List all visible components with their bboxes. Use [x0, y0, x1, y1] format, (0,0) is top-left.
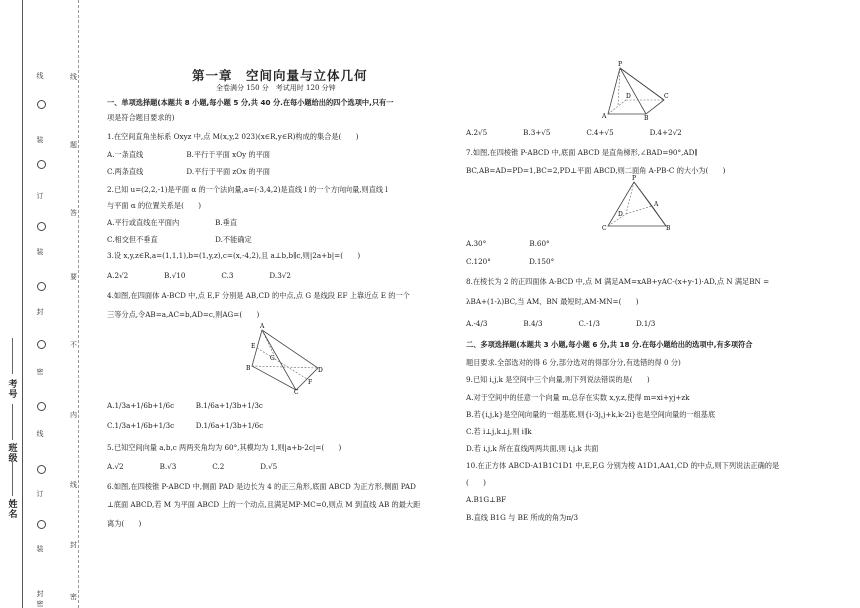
section-single-choice: 一、单项选择题(本题共 8 小题,每小题 5 分,共 40 分.在每小题给出的四个选项中,只有一 [107, 98, 394, 107]
q8-stem-cont: λBA+(1-λ)BC,当 AM、BN 最短时,AM·MN=( ) [466, 297, 639, 306]
binding-hole [37, 282, 46, 291]
q9-option-d: D.若 i,j,k 所在直线两两共面,则 i,j,k 共面 [466, 444, 599, 453]
section-single-choice-cont: 项是符合题目要求的) [107, 113, 175, 122]
q3-options: A.2√2 B.√10 C.3 D.3√2 [107, 271, 291, 280]
q1-options-cd: C.两条直线 D.平行于平面 zOx 的平面 [107, 167, 270, 176]
binding-hole [37, 465, 46, 474]
binding-hole [37, 222, 46, 231]
q7-pyramid-figure [602, 175, 672, 232]
q3-stem: 3.设 x,y,z∈R,a=(1,1,1),b=(1,y,z),c=(x,-4,2),且 a⊥b,b∥c,则|2a+b|=( ) [107, 251, 361, 260]
q4-label-e: E [251, 343, 256, 350]
q4-stem-cont: 三等分点,令AB=a,AC=b,AD=c,则AG=( ) [107, 310, 260, 319]
q10-option-b: B.直线 B1G 与 BE 所成的角为π/3 [466, 513, 579, 522]
q5-stem: 5.已知空间向量 a,b,c 两两夹角均为 60°,其模均为 1,则|a+b-2c|=( ) [107, 443, 342, 452]
q2-options-ab: A.平行或直线在平面内 B.垂直 [107, 218, 238, 227]
exam-meta: 全卷满分 150 分 考试用时 120 分钟 [216, 84, 336, 92]
q4-options-cd: C.1/3a+1/6b+1/3c D.1/6a+1/3b+1/6c [107, 421, 264, 430]
binding-line-left [22, 0, 23, 608]
left-column [107, 0, 452, 608]
q7-stem: 7.如图,在四棱锥 P-ABCD 中,底面 ABCD 是直角梯形,∠BAD=90°,AD∥ [466, 148, 698, 157]
q4-label-g: G [270, 355, 275, 362]
q6-label-c: C [664, 93, 669, 100]
q6-pyramid-figure [602, 61, 670, 122]
q7-options-ab: A.30° B.60° [466, 239, 550, 248]
margin-warning-char: 要 [70, 273, 77, 281]
q7-label-a: A [654, 201, 659, 208]
margin-warning-char: 封 [70, 541, 77, 549]
margin-warning-char: 题 [70, 141, 77, 149]
seal-char: 装 [36, 545, 44, 553]
binding-hole [37, 402, 46, 411]
field-exam-number-line [12, 338, 13, 374]
seal-char: 线 [36, 72, 44, 80]
binding-hole [37, 520, 46, 529]
q6-options: A.2√5 B.3+√5 C.4+√5 D.4+2√2 [466, 128, 682, 137]
seal-char: 封 [36, 308, 44, 316]
q10-option-a: A.B1G⊥BF [466, 495, 507, 504]
binding-line-dashed [78, 0, 79, 608]
binding-hole [37, 160, 46, 169]
q9-option-c: C.若 i⊥j,k⊥j,则 i∥k [466, 427, 532, 436]
q5-options: A.√2 B.√3 C.2 D.√5 [107, 462, 278, 471]
q2-stem-cont: 与平面 α 的位置关系是( ) [107, 201, 202, 210]
q4-tetrahedron-figure [246, 323, 324, 396]
q4-stem: 4.如图,在四面体 A-BCD 中,点 E,F 分别是 AB,CD 的中点,点 G 是线段 EF 上靠近点 E 的一个 [107, 291, 410, 300]
q6-label-d: D [626, 93, 631, 100]
field-name: 姓名 [8, 500, 18, 520]
seal-char: 装 [36, 248, 44, 256]
q7-stem-cont: BC,AB=AD=PD=1,BC=2,PD⊥平面 ABCD,则二面角 A-PB-C 的大小为( ) [466, 166, 726, 175]
q2-options-cd: C.相交但不垂直 D.不能确定 [107, 235, 252, 244]
q10-stem-cont: ( ) [466, 478, 486, 487]
q4-label-d: D [318, 367, 323, 374]
margin-warning-char: 内 [70, 411, 77, 419]
section-multiple-choice-cont: 题目要求.全部选对的得 6 分,部分选对的得部分分,有选错的得 0 分) [466, 358, 681, 367]
field-exam-number: 考号 [8, 380, 18, 400]
field-class: 班级 [8, 444, 18, 464]
seal-char: 封 [36, 590, 44, 598]
field-name-line [12, 462, 13, 496]
q2-stem: 2.已知 u=(2,2,-1)是平面 α 的一个法向量,a=(-3,4,2)是直线 l 的一个方向向量,则直线 l [107, 185, 388, 194]
seal-char: 订 [36, 490, 44, 498]
q7-label-c: C [602, 225, 607, 232]
q7-options-cd: C.120° D.150° [466, 257, 555, 266]
q8-stem: 8.在棱长为 2 的正四面体 A-BCD 中,点 M 满足AM=xAB+yAC-(x+y-1)·AD,点 N 满足BN = [466, 277, 770, 286]
q4-label-a: A [260, 323, 265, 330]
binding-hole [37, 340, 46, 349]
q7-label-p: P [632, 175, 637, 182]
q4-label-b: B [246, 365, 251, 372]
margin-warning-char: 线 [70, 481, 77, 489]
q8-options: A.-4/3 B.4/3 C.-1/3 D.1/3 [466, 319, 656, 328]
q1-stem: 1.在空间直角坐标系 Oxyz 中,点 M(x,y,2 023)(x∈R,y∈R)构成的集合是( ) [107, 132, 359, 141]
q6-stem: 6.如图,在四棱锥 P-ABCD 中,侧面 PAD 是边长为 4 的正三角形,底面 ABCD 为正方形,侧面 PAD [107, 482, 416, 491]
field-class-line [12, 404, 13, 440]
q6-label-p: P [618, 61, 623, 68]
q4-label-c: C [294, 389, 299, 396]
q10-stem: 10.在正方体 ABCD-A1B1C1D1 中,E,F,G 分别为棱 A1D1,AA1,CD 的中点,则下列说法正确的是 [466, 461, 780, 470]
margin-warning-char: 答 [70, 209, 77, 217]
q9-option-b: B.若{i,j,k}是空间向量的一组基底,则{i-3j,j+k,k-2i}也是空间向量的一组基底 [466, 410, 716, 419]
q4-label-f: F [308, 379, 313, 386]
seal-char: 密 [36, 368, 44, 376]
q6-stem-cont: ⊥底面 ABCD,若 M 为平面 ABCD 上的一个动点,且满足MP·MC=0,则点 M 到直线 AB 的最大距 [107, 500, 421, 509]
q9-stem: 9.已知 i,j,k 是空间中三个向量,则下列说法错误的是( ) [466, 375, 650, 384]
margin-warning-char: 线 [70, 73, 77, 81]
page-title: 第一章 空间向量与立体几何 [192, 68, 368, 83]
seal-char: 密 [36, 600, 44, 608]
q6-label-b: B [644, 115, 649, 122]
seal-char: 订 [36, 192, 44, 200]
margin-warning-char: 密 [70, 593, 77, 601]
seal-char: 线 [36, 430, 44, 438]
seal-char: 装 [36, 136, 44, 144]
binding-hole [37, 100, 46, 109]
q1-options-ab: A.一条直线 B.平行于平面 xOy 的平面 [107, 150, 270, 159]
q6-stem-end: 离为( ) [107, 519, 142, 528]
margin-warning-char: 不 [70, 341, 77, 349]
q7-label-b: B [666, 225, 671, 232]
q4-options-ab: A.1/3a+1/6b+1/6c B.1/6a+1/3b+1/3c [107, 401, 263, 410]
q6-label-a: A [602, 113, 607, 120]
section-multiple-choice: 二、多项选择题(本题共 3 小题,每小题 6 分,共 18 分.在每小题给出的选项中,有多项符合 [466, 340, 753, 349]
q9-option-a: A.对于空间中的任意一个向量 m,总存在实数 x,y,z,使得 m=xi+yj+zk [466, 393, 690, 402]
q7-label-d: D [618, 211, 623, 218]
